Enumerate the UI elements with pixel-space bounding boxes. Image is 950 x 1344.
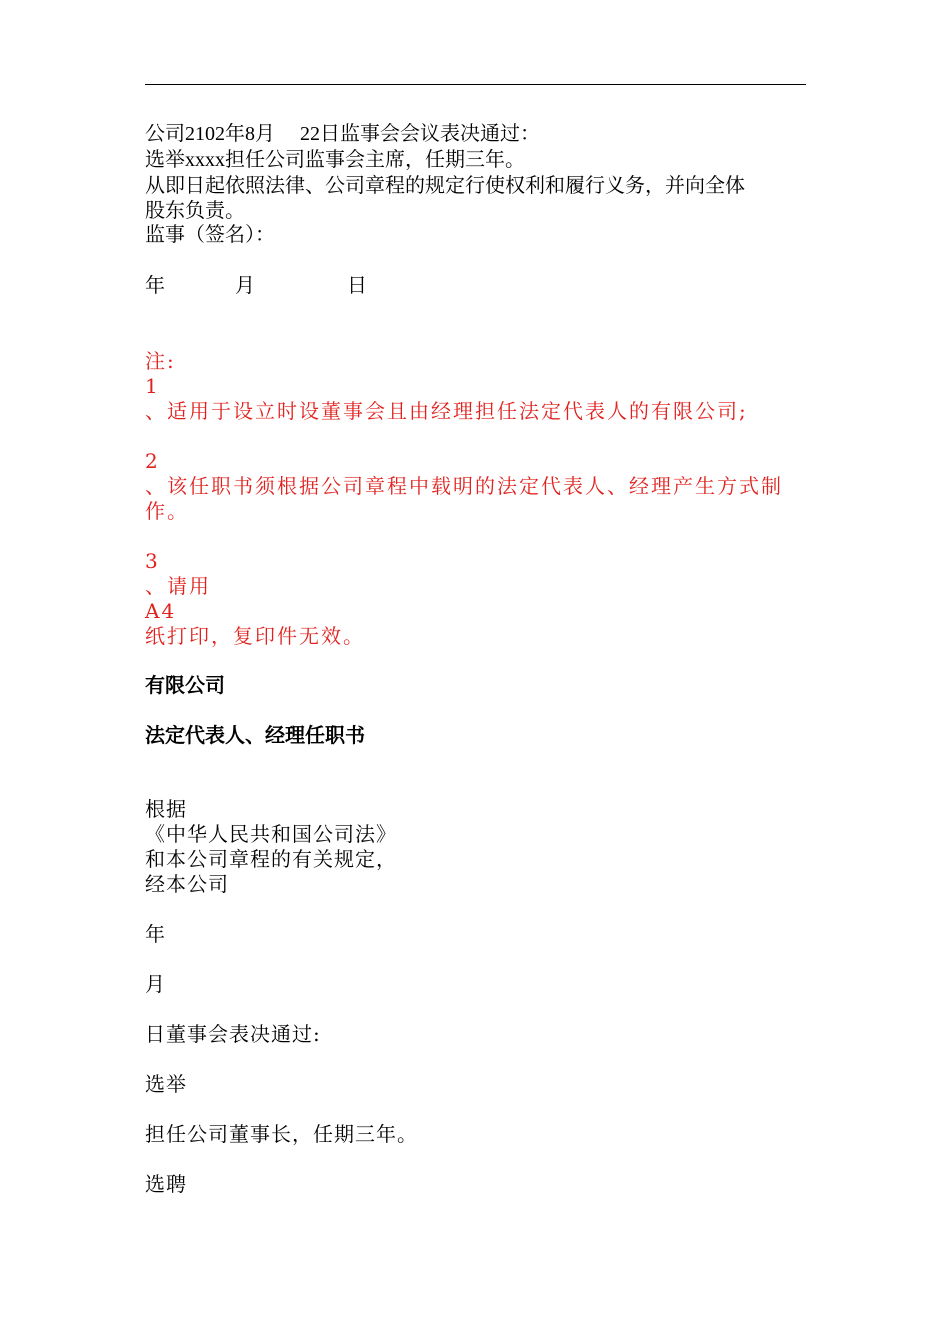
note-1-text: 、适用于设立时设董事会且由经理担任法定代表人的有限公司; xyxy=(145,399,748,423)
note-3-text-b: A4 xyxy=(145,599,177,623)
paragraph-line-1: 根据 xyxy=(145,797,187,821)
chairman-text: 担任公司董事长，任期三年。 xyxy=(145,1122,418,1146)
paragraph-line-3: 和本公司章程的有关规定， xyxy=(145,847,397,871)
elect-text: 选举 xyxy=(145,1072,187,1096)
note-2-text-line1: 、该任职书须根据公司章程中载明的法定代表人、经理产生方式制 xyxy=(145,474,783,498)
date-month: 月 xyxy=(235,275,255,297)
date-day: 日 xyxy=(347,275,367,297)
note-2-number: 2 xyxy=(145,449,160,473)
note-3-text-a: 、请用 xyxy=(145,574,211,598)
appointment-title: 法定代表人、经理任职书 xyxy=(145,723,365,747)
note-3-text-c: 纸打印，复印件无效。 xyxy=(145,624,365,648)
note-2-text-line2: 作。 xyxy=(145,499,189,523)
paragraph-line-4: 经本公司 xyxy=(145,872,229,896)
note-3-number: 3 xyxy=(145,549,160,573)
company-name-heading: 有限公司 xyxy=(145,673,225,697)
date-year: 年 xyxy=(145,275,165,297)
resolution-line-1: 公司2102年8月 22日监事会会议表决通过： xyxy=(145,123,540,145)
signature-date xyxy=(145,274,367,298)
resolution-line-3: 从即日起依照法律、公司章程的规定行使权利和履行义务，并向全体 xyxy=(145,175,745,197)
notes-heading: 注: xyxy=(145,349,176,373)
board-month: 月 xyxy=(145,972,166,996)
board-year: 年 xyxy=(145,922,166,946)
paragraph-line-2: 《中华人民共和国公司法》 xyxy=(145,822,397,846)
appoint-text: 选聘 xyxy=(145,1172,187,1196)
resolution-line-4: 股东负责。 xyxy=(145,200,245,222)
resolution-line-2: 选举xxxx担任公司监事会主席，任期三年。 xyxy=(145,149,525,171)
header-rule xyxy=(145,84,806,85)
supervisor-signature-label: 监事（签名）： xyxy=(145,224,275,246)
note-1-number: 1 xyxy=(145,374,160,398)
board-resolution-text: 日董事会表决通过: xyxy=(145,1022,321,1046)
